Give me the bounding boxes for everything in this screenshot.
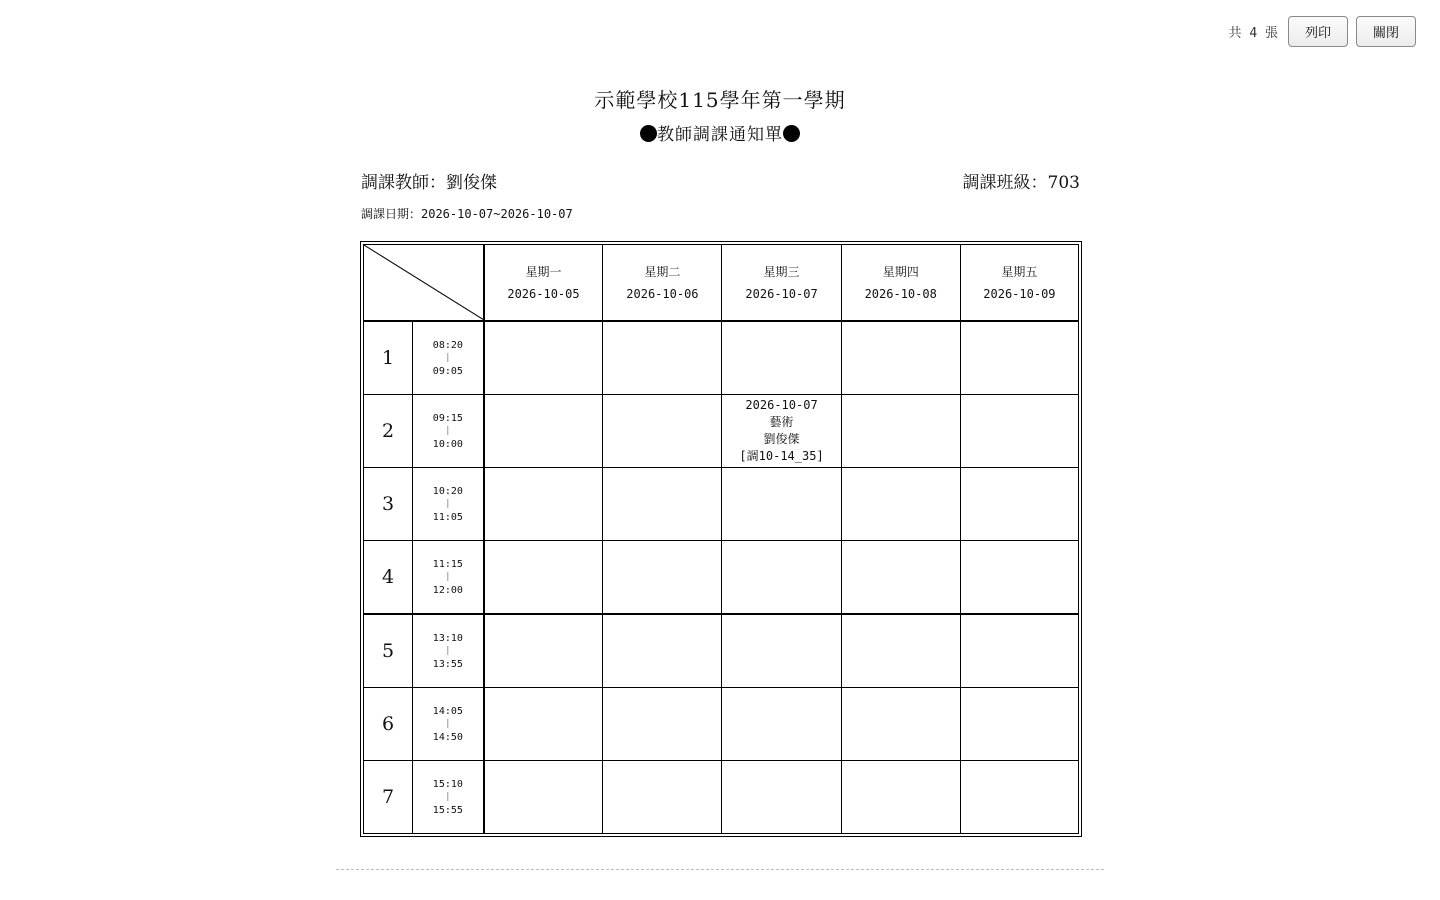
period-row-7	[364, 761, 1079, 834]
slot-cell	[484, 761, 603, 834]
period-separator: |	[445, 645, 451, 656]
slot-cell	[960, 321, 1078, 395]
page-title: 示範學校115學年第一學期	[594, 88, 846, 112]
slot-cell	[484, 614, 603, 688]
period-start: 13:10	[432, 632, 463, 644]
period-time	[413, 395, 484, 468]
slot-cell	[603, 468, 722, 541]
entry-teacher: 劉俊傑	[763, 432, 800, 446]
period-separator: |	[445, 791, 451, 802]
period-time	[413, 614, 484, 688]
page-count: 共 4 張	[1228, 26, 1278, 41]
slot-cell	[722, 468, 841, 541]
entry-subject: 藝術	[769, 415, 794, 429]
period-end: 11:05	[432, 511, 463, 523]
day-name: 星期二	[644, 264, 681, 279]
swap-entry-cell	[722, 395, 841, 468]
page-subtitle	[0, 120, 1440, 145]
period-end: 12:00	[432, 584, 463, 596]
slot-cell	[841, 614, 960, 688]
slot-cell	[960, 468, 1078, 541]
day-date: 2026-10-08	[864, 286, 937, 301]
bullet-dot-icon	[783, 125, 800, 142]
slot-cell	[603, 761, 722, 834]
entry-date: 2026-10-07	[745, 398, 818, 412]
period-number: 1	[364, 321, 413, 395]
slot-cell	[722, 688, 841, 761]
slot-cell	[841, 541, 960, 615]
slot-cell	[484, 541, 603, 615]
page-divider	[336, 869, 1104, 870]
period-row-2	[364, 395, 1079, 468]
slot-cell	[603, 395, 722, 468]
subtitle-text: 教師調課通知單	[657, 125, 783, 145]
bullet-dot-icon	[640, 125, 657, 142]
period-start: 08:20	[432, 339, 463, 351]
period-time	[413, 321, 484, 395]
slot-cell	[484, 395, 603, 468]
slot-cell	[841, 321, 960, 395]
period-start: 10:20	[432, 485, 463, 497]
slot-cell	[603, 321, 722, 395]
period-time	[413, 688, 484, 761]
period-row-1	[364, 321, 1079, 395]
slot-cell	[603, 614, 722, 688]
slot-cell	[960, 688, 1078, 761]
period-time	[413, 761, 484, 834]
period-end: 13:55	[432, 658, 463, 670]
period-time	[413, 468, 484, 541]
period-separator: |	[445, 425, 451, 436]
period-start: 11:15	[432, 558, 463, 570]
timetable	[363, 244, 1079, 834]
slot-cell	[603, 541, 722, 615]
print-button[interactable]: 列印	[1288, 16, 1348, 47]
entry-code: [調10-14_35]	[739, 449, 824, 463]
class-label: 調課班級：703	[962, 173, 1080, 193]
period-end: 09:05	[432, 365, 463, 377]
day-header-tue	[603, 245, 722, 322]
day-header-mon	[484, 245, 603, 322]
slot-cell	[841, 761, 960, 834]
toolbar	[1229, 16, 1416, 47]
slot-cell	[841, 395, 960, 468]
header-row	[364, 245, 1079, 322]
slot-cell	[722, 541, 841, 615]
period-end: 10:00	[432, 438, 463, 450]
slot-cell	[722, 761, 841, 834]
period-end: 15:55	[432, 804, 463, 816]
period-start: 15:10	[432, 778, 463, 790]
day-header-wed	[722, 245, 841, 322]
slot-cell	[484, 688, 603, 761]
period-row-3	[364, 468, 1079, 541]
period-number: 2	[364, 395, 413, 468]
period-number: 6	[364, 688, 413, 761]
slot-cell	[960, 761, 1078, 834]
period-time	[413, 541, 484, 615]
period-start: 14:05	[432, 705, 463, 717]
period-separator: |	[445, 571, 451, 582]
slot-cell	[960, 541, 1078, 615]
day-name: 星期三	[763, 264, 800, 279]
slot-cell	[484, 321, 603, 395]
day-date: 2026-10-09	[983, 286, 1056, 301]
day-date: 2026-10-07	[745, 286, 818, 301]
period-row-4	[364, 541, 1079, 615]
date-range: 調課日期：2026-10-07~2026-10-07	[361, 207, 573, 221]
timetable-frame	[360, 241, 1082, 837]
slot-cell	[722, 321, 841, 395]
info-row	[361, 168, 1080, 193]
period-separator: |	[445, 718, 451, 729]
slot-cell	[603, 688, 722, 761]
teacher-label: 調課教師：劉俊傑	[361, 173, 497, 193]
period-end: 14:50	[432, 731, 463, 743]
period-row-5	[364, 614, 1079, 688]
period-number: 7	[364, 761, 413, 834]
slot-cell	[722, 614, 841, 688]
slot-cell	[960, 395, 1078, 468]
close-button[interactable]: 關閉	[1356, 16, 1416, 47]
day-header-fri	[960, 245, 1078, 322]
period-number: 3	[364, 468, 413, 541]
period-number: 5	[364, 614, 413, 688]
day-date: 2026-10-05	[507, 286, 580, 301]
period-separator: |	[445, 498, 451, 509]
period-row-6	[364, 688, 1079, 761]
period-number: 4	[364, 541, 413, 615]
slot-cell	[960, 614, 1078, 688]
slot-cell	[484, 468, 603, 541]
period-start: 09:15	[432, 412, 463, 424]
period-separator: |	[445, 352, 451, 363]
slot-cell	[841, 688, 960, 761]
day-header-thu	[841, 245, 960, 322]
day-name: 星期一	[525, 264, 562, 279]
day-name: 星期五	[1001, 264, 1038, 279]
slot-cell	[841, 468, 960, 541]
corner-cell	[364, 245, 484, 322]
diagonal-line-icon	[364, 245, 484, 320]
day-name: 星期四	[882, 264, 919, 279]
day-date: 2026-10-06	[626, 286, 699, 301]
